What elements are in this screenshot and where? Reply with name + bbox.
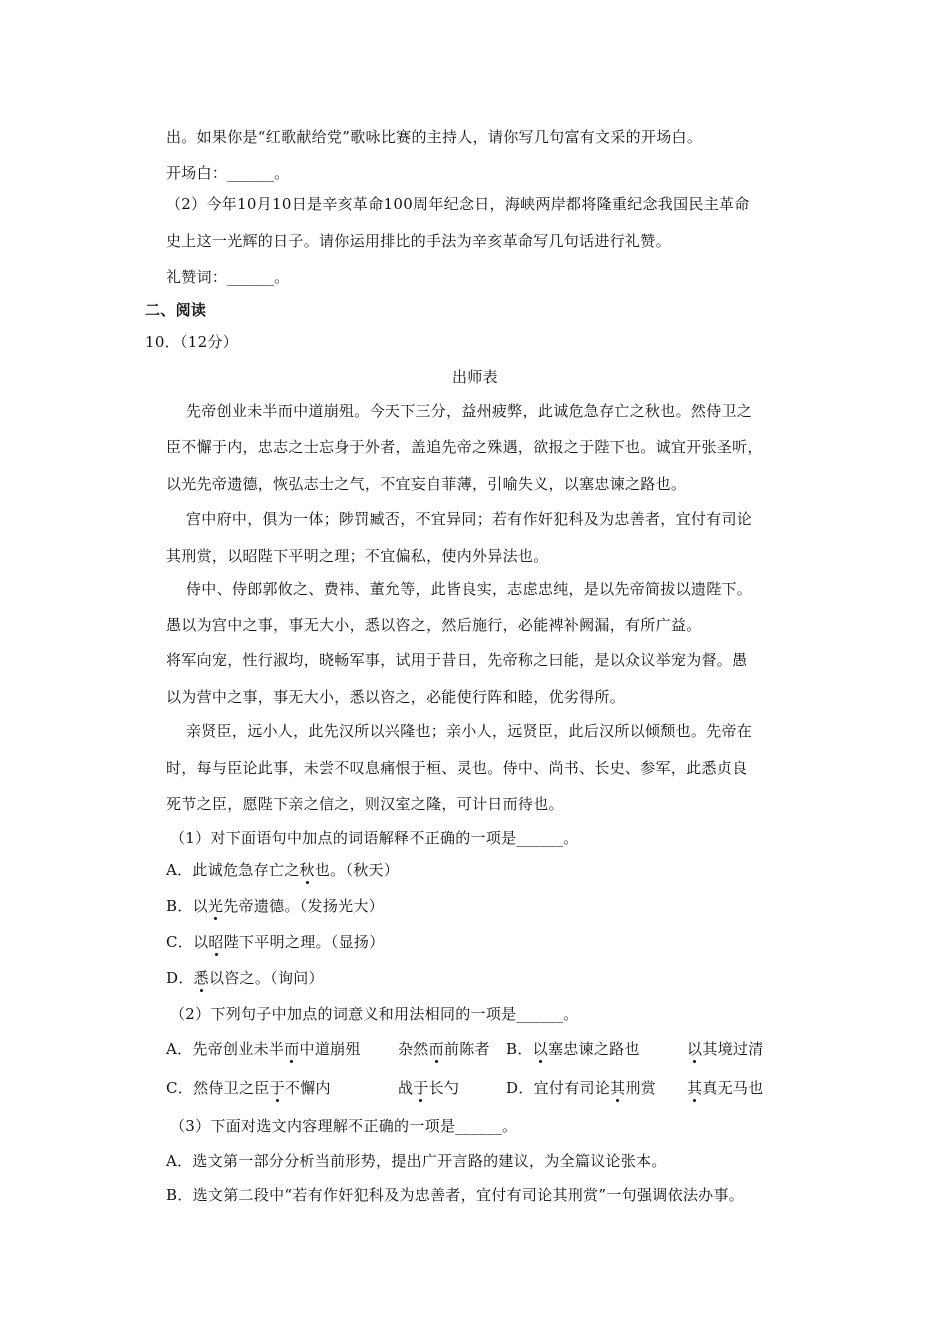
option-text: 长勺 bbox=[428, 1079, 460, 1097]
option-text: B． bbox=[506, 1040, 533, 1058]
q2-stem: （2）下列句子中加点的词意义和用法相同的一项是______。 bbox=[170, 1005, 579, 1023]
question-10-header: 10．（12分） bbox=[145, 333, 239, 351]
passage-line: 将军向宠，性行淑均，晓畅军事，试用于昔日，先帝称之曰能，是以众议举宠为督。愚 bbox=[166, 651, 748, 669]
dotted-word: 其 bbox=[610, 1079, 626, 1097]
q2-option-d-part1 bbox=[506, 1078, 656, 1098]
section-heading: 二、阅读 bbox=[145, 301, 207, 319]
dotted-word: 而 bbox=[284, 1040, 300, 1058]
dotted-word: 以 bbox=[532, 1040, 548, 1058]
q1-stem: （1）对下面语句中加点的词语解释不正确的一项是______。 bbox=[170, 829, 579, 847]
dotted-word: 光 bbox=[207, 897, 224, 915]
dotted-word: 以 bbox=[687, 1040, 703, 1058]
option-text: C．然侍卫之臣 bbox=[166, 1079, 270, 1097]
dotted-word: 秋 bbox=[299, 861, 315, 879]
option-text: 不懈内 bbox=[284, 1079, 331, 1097]
passage-line: 宫中府中，俱为一体；陟罚臧否，不宜异同；若有作奸犯科及为忠善者，宜付有司论 bbox=[186, 510, 753, 528]
passage-line: 死节之臣，愿陛下亲之信之，则汉室之隆，可计日而待也。 bbox=[166, 795, 564, 813]
option-text: 前陈者 bbox=[443, 1040, 490, 1058]
q2-line-1: （2）今年10月10日是辛亥革命100周年纪念日，海峡两岸都将隆重纪念我国民主革命 bbox=[166, 195, 750, 213]
option-text: 以咨之。（询问） bbox=[208, 969, 324, 987]
opening-label: 开场白：______。 bbox=[166, 164, 290, 182]
q3-option-b: B．选文第二段中“若有作奸犯科及为忠善者，宜付有司论其刑赏”一句强调依法办事。 bbox=[166, 1186, 745, 1204]
dotted-word: 昭 bbox=[208, 933, 224, 951]
option-text: 刑赏 bbox=[625, 1079, 657, 1097]
passage-line: 其刑赏，以昭陛下平明之理；不宜偏私，使内外异法也。 bbox=[166, 547, 549, 565]
praise-label: 礼赞词：______。 bbox=[166, 268, 290, 286]
passage-line: 以光先帝遗德，恢弘志士之气，不宜妄自菲薄，引喻失义，以塞忠谏之路也。 bbox=[166, 475, 687, 493]
dotted-word: 其 bbox=[687, 1079, 703, 1097]
q1-option-a bbox=[166, 860, 399, 880]
option-text: 中道崩殂 bbox=[299, 1040, 361, 1058]
passage-line: 臣不懈于内，忠志之士忘身于外者，盖追先帝之殊遇，欲报之于陛下也。诚宜开张圣听， bbox=[166, 438, 763, 456]
intro-line: 出。如果你是“红歌献给党”歌咏比赛的主持人，请你写几句富有文采的开场白。 bbox=[166, 128, 703, 146]
passage-line: 时，每与臣论此事，未尝不叹息痛恨于桓、灵也。侍中、尚书、长史、参军，此悉贞良 bbox=[166, 759, 748, 777]
option-text: 真无马也 bbox=[702, 1079, 764, 1097]
option-text: D． bbox=[166, 969, 194, 987]
option-text: 也。（秋天） bbox=[314, 861, 400, 879]
option-text: 塞忠谏之路也 bbox=[547, 1040, 640, 1058]
dotted-word: 而 bbox=[428, 1040, 444, 1058]
q2-option-d-part2 bbox=[687, 1078, 764, 1098]
option-text: A．先帝创业未半 bbox=[166, 1040, 285, 1058]
option-text: A．此诚危急存亡之 bbox=[166, 861, 300, 879]
option-text: 先帝遗德。（发扬光大） bbox=[223, 897, 385, 915]
passage-line: 侍中、侍郎郭攸之、费祎、董允等，此皆良实，志虑忠纯，是以先帝简拔以遗陛下。 bbox=[186, 580, 753, 598]
q1-option-c bbox=[166, 932, 385, 952]
dotted-word: 悉 bbox=[193, 969, 209, 987]
q3-option-a: A．选文第一部分分析当前形势，提出广开言路的建议，为全篇议论张本。 bbox=[166, 1152, 667, 1170]
option-text: 其境过清 bbox=[702, 1040, 764, 1058]
q2-line-2: 史上这一光辉的日子。请你运用排比的手法为辛亥革命写几句话进行礼赞。 bbox=[166, 232, 671, 250]
passage-line: 以为营中之事，事无大小，悉以咨之，必能使行阵和睦，优劣得所。 bbox=[166, 688, 626, 706]
passage-title: 出师表 bbox=[452, 368, 498, 386]
dotted-word: 于 bbox=[269, 1079, 285, 1097]
option-text: D．宜付有司论 bbox=[506, 1079, 611, 1097]
q2-option-c-part2 bbox=[398, 1078, 459, 1098]
option-text: 杂然 bbox=[398, 1040, 429, 1058]
q1-option-d bbox=[166, 968, 324, 988]
q1-option-b bbox=[166, 896, 384, 916]
dotted-word: 于 bbox=[413, 1079, 429, 1097]
option-text: 战 bbox=[398, 1079, 414, 1097]
q2-option-b-part1 bbox=[506, 1039, 640, 1059]
option-text: 陛下平明之理。（显扬） bbox=[223, 933, 385, 951]
passage-line: 愚以为宫中之事，事无大小，悉以咨之，然后施行，必能裨补阙漏，有所广益。 bbox=[166, 616, 702, 634]
q2-option-b-part2 bbox=[687, 1039, 764, 1059]
q2-option-c-part1 bbox=[166, 1078, 331, 1098]
option-text: C．以 bbox=[166, 933, 209, 951]
passage-line: 先帝创业未半而中道崩殂。今天下三分，益州疲弊，此诚危急存亡之秋也。然侍卫之 bbox=[186, 402, 753, 420]
q2-option-a-part1 bbox=[166, 1039, 361, 1059]
q2-option-a-part2 bbox=[398, 1039, 490, 1059]
option-text: B．以 bbox=[166, 897, 208, 915]
passage-line: 亲贤臣，远小人，此先汉所以兴隆也；亲小人，远贤臣，此后汉所以倾颓也。先帝在 bbox=[186, 722, 753, 740]
q3-stem: （3）下面对选文内容理解不正确的一项是______。 bbox=[170, 1117, 518, 1135]
